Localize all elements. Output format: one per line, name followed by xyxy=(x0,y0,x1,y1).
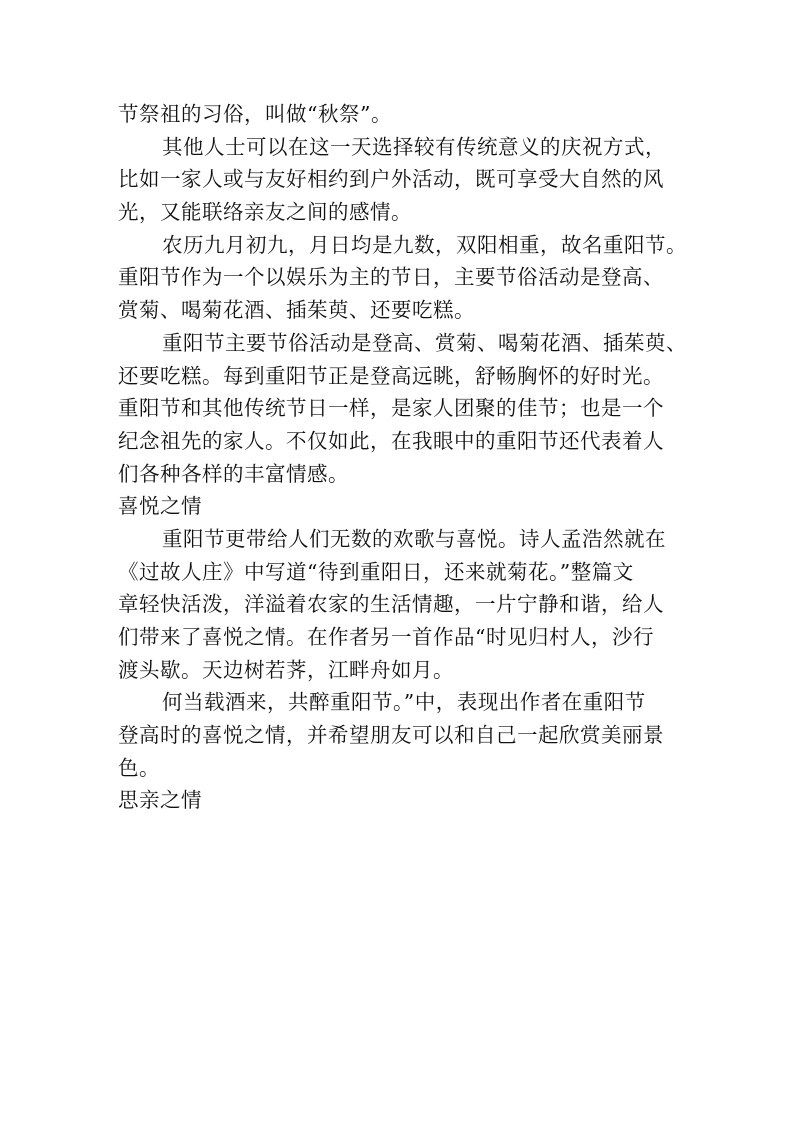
text-line: 重阳节更带给人们无数的欢歌与喜悦。诗人孟浩然就在 xyxy=(162,526,666,551)
text-line: 重阳节主要节俗活动是登高、赏菊、喝菊花酒、插茱萸、 xyxy=(162,330,687,355)
text-line: 其他人士可以在这一天选择较有传统意义的庆祝方式， xyxy=(162,134,666,159)
text-line: 们各种各样的丰富情感。 xyxy=(118,461,349,486)
text-line: 登高时的喜悦之情，并希望朋友可以和自己一起欣赏美丽景 xyxy=(118,723,664,748)
text-line: 农历九月初九，月日均是九数，双阳相重，故名重阳节。 xyxy=(162,232,687,257)
text-line: 比如一家人或与友好相约到户外活动，既可享受大自然的风 xyxy=(118,167,664,192)
section-heading: 思亲之情 xyxy=(118,788,202,813)
section-heading: 喜悦之情 xyxy=(118,494,202,519)
text-line: 节祭祖的习俗，叫做“秋祭”。 xyxy=(118,102,392,126)
text-line: 重阳节作为一个以娱乐为主的节日，主要节俗活动是登高、 xyxy=(118,265,664,290)
text-line: 纪念祖先的家人。不仅如此，在我眼中的重阳节还代表着人 xyxy=(118,428,664,453)
text-line: 们带来了喜悦之情。在作者另一首作品“时见归村人，沙行 xyxy=(118,625,654,649)
text-line: 还要吃糕。每到重阳节正是登高远眺，舒畅胸怀的好时光。 xyxy=(118,363,664,388)
text-line: 色。 xyxy=(118,755,160,780)
text-line: 光，又能联络亲友之间的感情。 xyxy=(118,200,412,225)
text-line: 章轻快活泼，洋溢着农家的生活情趣，一片宁静和谐，给人 xyxy=(118,592,664,617)
text-line: 重阳节和其他传统节日一样，是家人团聚的佳节；也是一个 xyxy=(118,396,664,421)
document-body xyxy=(118,98,690,817)
text-line: 赏菊、喝菊花酒、插茱萸、还要吃糕。 xyxy=(118,298,475,323)
text-line: 《过故人庄》中写道“待到重阳日，还来就菊花。”整篇文 xyxy=(118,559,634,584)
text-line: 渡头歇。天边树若荠，江畔舟如月。 xyxy=(118,657,454,682)
text-line: 何当载酒来，共醉重阳节。”中，表现出作者在重阳节 xyxy=(162,690,646,715)
